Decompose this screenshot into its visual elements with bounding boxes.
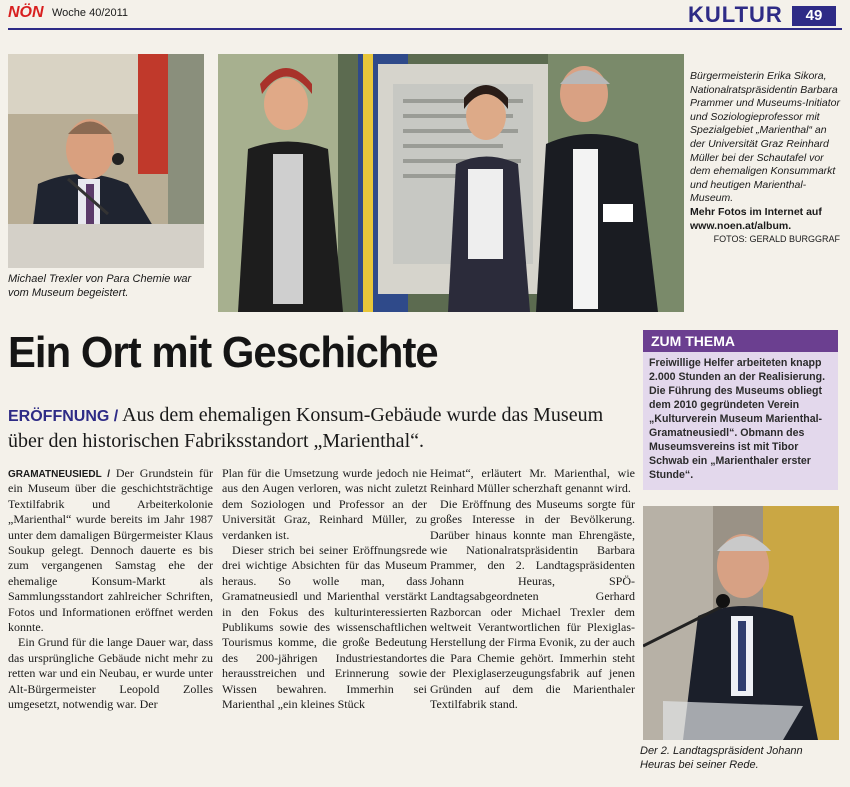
article-headline: Ein Ort mit Geschichte — [8, 328, 438, 377]
article-lead — [8, 402, 628, 454]
sidebar-title: ZUM THEMA — [643, 330, 838, 352]
header-rule — [8, 28, 842, 30]
article-column-2 — [222, 466, 427, 713]
sidebar-body: Freiwillige Helfer arbeiteten knapp 2.000 Stunden an der Realisierung. Die Führung des Museums obliegt dem 2010 gegründeten Verein „Kulturverein Museum Marienthal-Gramatneusiedl“. Obmann des Museumsvereins ist mit Tibor Schwab ein „Marienthaler erster Stunde“. — [649, 357, 826, 481]
sidebar-zum-thema — [643, 330, 838, 490]
photo-credit: FOTOS: GERALD BURGGRAF — [713, 234, 840, 245]
photo-caption-left: Michael Trexler von Para Chemie war vom Museum begeistert. — [8, 273, 192, 299]
issue-week: Woche 40/2011 — [52, 7, 129, 19]
paragraph: GRAMATNEUSIEDL / Der Grundstein für ein Museum über die geschichtsträchtige Textilfabrik und Arbeiterkolonie „Marienthal“ wurde bereits im Jahr 1987 unter dem damaligen Bürgermeister Klaus Soukup gelegt. Dennoch dauerte es bis zum vergangenen Samstag ehe der ehemalige Konsum-Markt als Sammlungsstandort zahlreicher Schriften, Fotos und Informationen eröffnet werden konnte. — [8, 466, 214, 635]
lead-text: Aus dem ehemaligen Konsum-Gebäude wurde das Museum über den historischen Fabriksstandort „Marienthal“. — [8, 404, 604, 452]
paragraph: Die Eröffnung des Museums sorgte für großes Interesse in der Bevölkerung. Darüber hinaus konnte man Ehrengäste, wie Nationalratspräsidentin Barbara Prammer, den 2. Landtagspräsidenten Johann Heuras, SPÖ-Landtagsabgeordneten Gerhard Razborcan oder Michael Trexler dem weltweit Verantwortlichen für Plexiglas-Herstellung der Firma Evonik, zu der auch die Para Chemie gehört. Immerhin steht der Plexiglaserzeugungsfabrik auf jenen Gründen auf dem die Marienthaler Textilfabrik stand. — [430, 496, 635, 712]
paragraph: Ein Grund für die lange Dauer war, dass das ursprüngliche Gebäude nicht mehr zu retten war und ein Neubau, er wurde unter Alt-Bürgermeister Leopold Zolles umgesetzt, notwendig war. Der — [8, 635, 213, 712]
photo-caption-main — [690, 70, 840, 247]
photo-caption-bottom: Der 2. Landtagspräsident Johann Heuras bei seiner Rede. — [640, 745, 803, 771]
caption-text: Bürgermeisterin Erika Sikora, Nationalratspräsidentin Barbara Prammer und Museums-Initiator und Soziologieprofessor mit Spezialgebiet „Marienthal“ an der Universität Graz Reinhard Müller bei der Schautafel vor dem ehemaligen Konsummarkt und heutigen Marienthal-Museum. — [690, 70, 840, 205]
photo-speaker-heuras — [643, 506, 839, 740]
paragraph: Heimat“, erläutert Mr. Marienthal, wie Reinhard Müller scherzhaft genannt wird. — [430, 466, 635, 496]
newspaper-logo: NÖN — [8, 4, 44, 21]
lead-kicker: ERÖFFNUNG / — [8, 408, 119, 425]
section-title: KULTUR — [688, 2, 783, 27]
paragraph: Plan für die Umsetzung wurde jedoch nie aus den Augen verloren, was nicht zuletzt dem Soziologen und Professor an der Universität Graz, Reinhard Müller, zu verdanken ist. — [222, 466, 427, 542]
more-photos-link[interactable]: Mehr Fotos im Internet auf www.noen.at/album. — [690, 205, 822, 232]
photo-main-group — [218, 54, 684, 312]
article-column-1 — [8, 466, 213, 713]
paragraph: Dieser strich bei seiner Eröffnungsrede drei wichtige Absichten für das Museum heraus. So wolle man, dass Gramatneusiedl und Marienthal verstärkt in den Fokus des kulturinteressierten Publikums sowie des wissenschaftlichen Tourismus komme, die große Bedeutung des 200-jährigen Industriestandortes herausstreichen und Erinnerung sowie Wissen bewahren. Immerhin sei Marienthal „ein kleines Stück — [222, 543, 427, 712]
photo-speaker-trexler — [8, 54, 204, 268]
article-column-3 — [430, 466, 635, 713]
page-number: 49 — [792, 6, 836, 26]
dateline: GRAMATNEUSIEDL / — [8, 469, 110, 480]
